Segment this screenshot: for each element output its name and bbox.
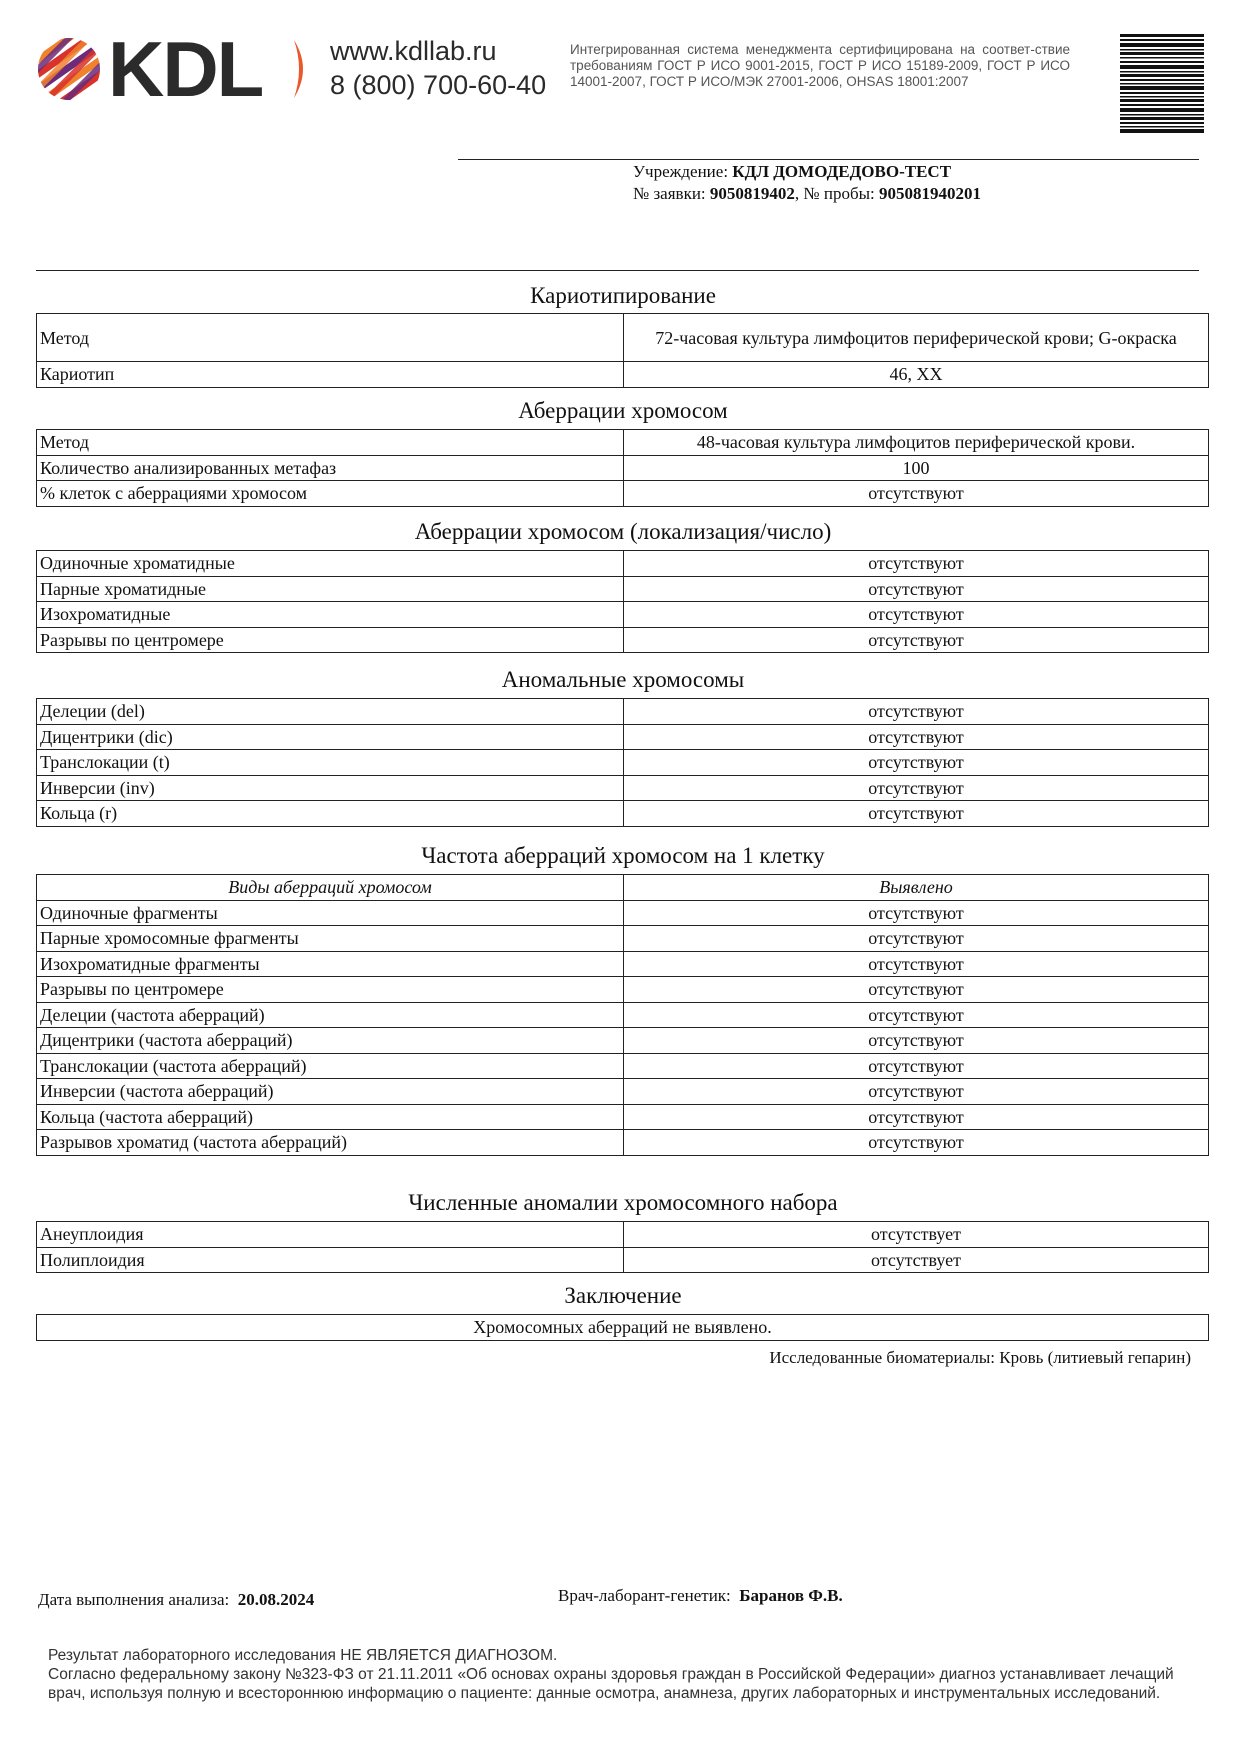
- row-label: % клеток с аберрациями хромосом: [37, 481, 624, 507]
- table-row: [37, 627, 1209, 653]
- table-row: [37, 314, 1209, 362]
- section-rule: [36, 270, 1199, 271]
- row-value: отсутствуют: [624, 576, 1209, 602]
- row-label: Парные хроматидные: [37, 576, 624, 602]
- table-row: [37, 1002, 1209, 1028]
- section-title-frequency: Частота аберраций хромосом на 1 клетку: [421, 843, 825, 868]
- table-row: [37, 551, 1209, 577]
- row-value: отсутствует: [624, 1247, 1209, 1273]
- row-label: Транслокации (t): [37, 750, 624, 776]
- row-label: Изохроматидные: [37, 602, 624, 628]
- row-value: отсутствуют: [624, 724, 1209, 750]
- section-title-numerical: Численные аномалии хромосомного набора: [408, 1190, 838, 1215]
- order-line: [633, 184, 981, 204]
- table-row: [37, 724, 1209, 750]
- column-header-detected: Выявлено: [624, 875, 1209, 901]
- row-label: Инверсии (частота аберраций): [37, 1079, 624, 1105]
- table-conclusion: [36, 1314, 1209, 1341]
- row-value: отсутствуют: [624, 1104, 1209, 1130]
- table-row: [37, 750, 1209, 776]
- row-label: Кольца (r): [37, 801, 624, 827]
- row-label: Изохроматидные фрагменты: [37, 951, 624, 977]
- table-abnormal: [36, 698, 1209, 827]
- row-label: Транслокации (частота аберраций): [37, 1053, 624, 1079]
- section-title-localization: Аберрации хромосом (локализация/число): [414, 519, 832, 544]
- doctor-label: Врач-лаборант-генетик:: [558, 1586, 731, 1605]
- kdl-logo-text: KDL: [108, 25, 263, 113]
- table-row: [37, 1028, 1209, 1054]
- website-link[interactable]: www.kdllab.ru: [330, 36, 497, 66]
- row-label: Разрывы по центромере: [37, 627, 624, 653]
- row-value: отсутствуют: [624, 926, 1209, 952]
- row-label: Одиночные хроматидные: [37, 551, 624, 577]
- table-row: [37, 926, 1209, 952]
- column-header-types: Виды аберраций хромосом: [37, 875, 624, 901]
- row-label: Дицентрики (частота аберраций): [37, 1028, 624, 1054]
- row-label: Разрывов хроматид (частота аберраций): [37, 1130, 624, 1156]
- table-header-row: [37, 875, 1209, 901]
- row-label: Анеуплоидия: [37, 1222, 624, 1248]
- row-label: Кольца (частота аберраций): [37, 1104, 624, 1130]
- row-label: Делеции (del): [37, 699, 624, 725]
- table-row: [37, 1222, 1209, 1248]
- row-label: Кариотип: [37, 362, 624, 388]
- kdl-logo-mark: [36, 36, 102, 102]
- section-title-conclusion: Заключение: [564, 1283, 682, 1308]
- row-value: отсутствуют: [624, 602, 1209, 628]
- row-label: Метод: [37, 314, 624, 362]
- disclaimer: [48, 1646, 1198, 1703]
- table-frequency: [36, 874, 1209, 1156]
- institution-value: КДЛ ДОМОДЕДОВО-ТЕСТ: [732, 162, 952, 181]
- institution-line: [633, 162, 951, 182]
- barcode-image: [1120, 34, 1204, 134]
- analysis-date: [38, 1590, 314, 1610]
- row-value: отсутствуют: [624, 977, 1209, 1003]
- disclaimer-line: врач, используя полную и всестороннюю информацию о пациенте: данные осмотра, анамнеза, других лабораторных и инструментальных исследований.: [48, 1685, 1161, 1702]
- section-title-aberrations: Аберрации хромосом: [518, 398, 728, 423]
- row-label: Одиночные фрагменты: [37, 900, 624, 926]
- row-label: Делеции (частота аберраций): [37, 1002, 624, 1028]
- table-row: [37, 951, 1209, 977]
- row-label: Парные хромосомные фрагменты: [37, 926, 624, 952]
- table-row: [37, 1104, 1209, 1130]
- analysis-date-value: 20.08.2024: [237, 1590, 315, 1609]
- row-value: 100: [624, 455, 1209, 481]
- header-rule: [458, 159, 1199, 160]
- row-value: 46, XX: [624, 362, 1209, 388]
- row-value: отсутствуют: [624, 1002, 1209, 1028]
- disclaimer-line: Результат лабораторного исследования НЕ ЯВЛЯЕТСЯ ДИАГНОЗОМ.: [48, 1647, 558, 1664]
- section-title-abnormal: Аномальные хромосомы: [501, 667, 745, 692]
- row-label: Количество анализированных метафаз: [37, 455, 624, 481]
- order-label: № заявки:: [633, 184, 706, 203]
- table-row: [37, 481, 1209, 507]
- table-row: [37, 430, 1209, 456]
- section-title-karyotyping: Кариотипирование: [530, 283, 716, 308]
- row-label: Дицентрики (dic): [37, 724, 624, 750]
- biomaterials-note: Исследованные биоматериалы: Кровь (литиевый гепарин): [769, 1348, 1191, 1367]
- table-row: [37, 1315, 1209, 1341]
- table-row: [37, 977, 1209, 1003]
- analysis-date-label: Дата выполнения анализа:: [38, 1590, 230, 1609]
- row-label: Разрывы по центромере: [37, 977, 624, 1003]
- table-row: [37, 801, 1209, 827]
- table-aberrations: [36, 429, 1209, 507]
- row-label: Метод: [37, 430, 624, 456]
- logo-chevron-icon: [290, 36, 314, 102]
- table-row: [37, 1053, 1209, 1079]
- table-numerical: [36, 1221, 1209, 1273]
- row-value: отсутствуют: [624, 900, 1209, 926]
- table-row: [37, 775, 1209, 801]
- table-row: [37, 576, 1209, 602]
- row-value: отсутствуют: [624, 1028, 1209, 1054]
- row-label: Полиплоидия: [37, 1247, 624, 1273]
- table-row: [37, 1247, 1209, 1273]
- row-value: отсутствует: [624, 1222, 1209, 1248]
- row-value: отсутствуют: [624, 951, 1209, 977]
- table-row: [37, 602, 1209, 628]
- table-localization: [36, 550, 1209, 653]
- doctor-name: Баранов Ф.В.: [739, 1586, 843, 1605]
- row-value: 72-часовая культура лимфоцитов периферической крови; G-окраска: [624, 314, 1209, 362]
- certification-text: Интегрированная система менеджмента сертифицирована на соответ-ствие требованиям ГОСТ Р ИСО 9001-2015, ГОСТ Р ИСО 15189-2009, ГОСТ Р ИСО 14001-2007, ГОСТ Р ИСО/МЭК 27001-2006, OHSAS 18001:2007: [570, 42, 1070, 89]
- row-value: отсутствуют: [624, 801, 1209, 827]
- table-row: [37, 1130, 1209, 1156]
- row-value: отсутствуют: [624, 627, 1209, 653]
- table-karyotyping: [36, 313, 1209, 388]
- row-value: отсутствуют: [624, 1053, 1209, 1079]
- row-value: 48-часовая культура лимфоцитов периферической крови.: [624, 430, 1209, 456]
- table-row: [37, 900, 1209, 926]
- order-number: 9050819402: [709, 184, 795, 203]
- row-value: отсутствуют: [624, 750, 1209, 776]
- disclaimer-line: Согласно федеральному закону №323-ФЗ от 21.11.2011 «Об основах охраны здоровья граждан в Российской Федерации» диагноз устанавливает лечащий: [48, 1666, 1174, 1683]
- sample-number: 905081940201: [879, 184, 982, 203]
- table-row: [37, 455, 1209, 481]
- conclusion-text: Хромосомных аберраций не выявлено.: [37, 1315, 1209, 1341]
- row-value: отсутствуют: [624, 551, 1209, 577]
- institution-label: Учреждение:: [633, 162, 729, 181]
- table-row: [37, 699, 1209, 725]
- table-row: [37, 362, 1209, 388]
- row-label: Инверсии (inv): [37, 775, 624, 801]
- sample-label: , № пробы:: [794, 184, 875, 203]
- row-value: отсутствуют: [624, 1130, 1209, 1156]
- phone-number: 8 (800) 700-60-40: [330, 70, 547, 100]
- doctor-signature: [558, 1586, 843, 1606]
- row-value: отсутствуют: [624, 1079, 1209, 1105]
- table-row: [37, 1079, 1209, 1105]
- row-value: отсутствуют: [624, 481, 1209, 507]
- row-value: отсутствуют: [624, 699, 1209, 725]
- row-value: отсутствуют: [624, 775, 1209, 801]
